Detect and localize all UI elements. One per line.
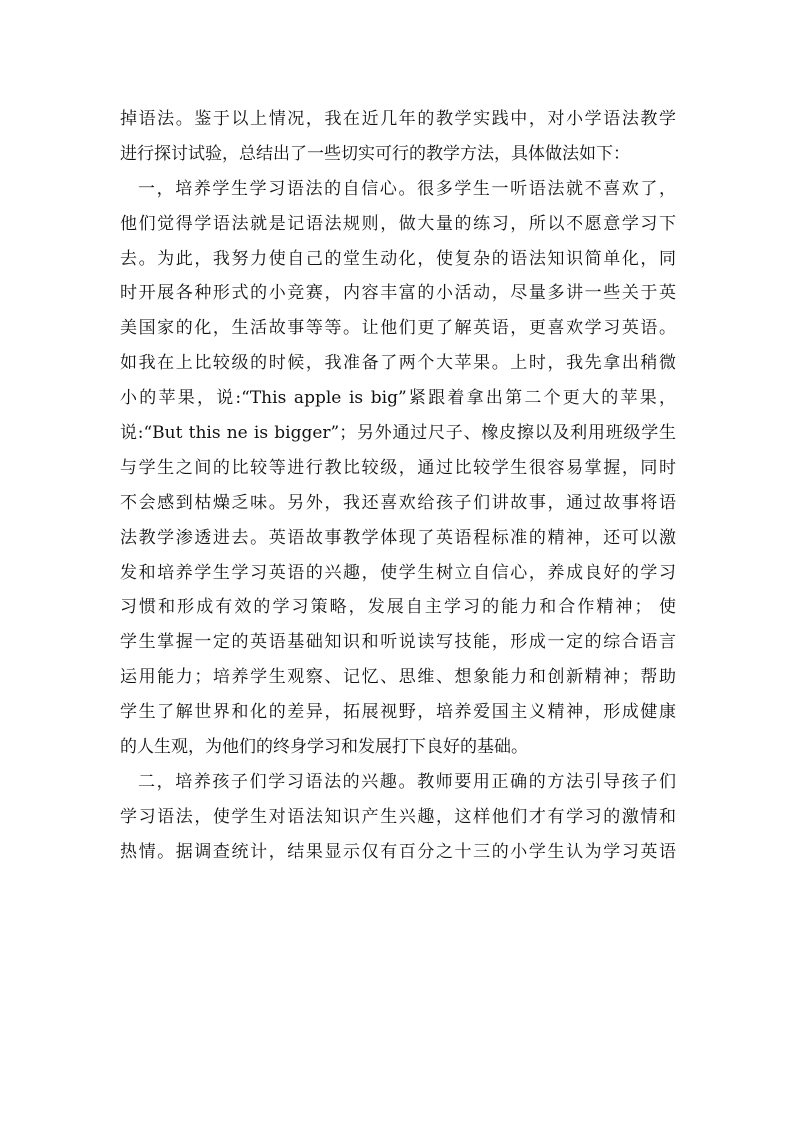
text-line: 掉语法。鉴于以上情况，我在近几年的教学实践中，对小学语法教学 xyxy=(120,109,676,129)
text-line: 学生掌握一定的英语基础知识和听说读写技能，形成一定的综合语言 xyxy=(120,632,676,653)
paragraph-3 xyxy=(120,765,676,870)
text-line: 一，培养学生学习语法的自信心。很多学生一听语法就不喜欢了， xyxy=(138,178,676,199)
text-line: 时开展各种形式的小竞赛，内容丰富的小活动，尽量多讲一些关于英 xyxy=(120,283,676,304)
text-line: 法教学渗透进去。英语故事教学体现了英语程标准的精神，还可以激 xyxy=(120,527,676,548)
text-line: 他们觉得学语法就是记语法规则，做大量的练习，所以不愿意学习下 xyxy=(120,213,676,234)
text-line: 运用能力；培养学生观察、记忆、思维、想象能力和创新精神；帮助 xyxy=(120,667,676,688)
text-line: 去。为此，我努力使自己的堂生动化，使复杂的语法知识简单化，同 xyxy=(120,248,676,269)
text-line: 小的苹果，说:“This apple is big”紧跟着拿出第二个更大的苹果， xyxy=(120,388,676,409)
document-body xyxy=(120,102,676,870)
text-line: 习惯和形成有效的学习策略，发展自主学习的能力和合作精神； 使 xyxy=(120,597,676,618)
text-line: 热情。据调查统计，结果显示仅有百分之十三的小学生认为学习英语 xyxy=(120,841,676,862)
text-line: 进行探讨试验，总结出了一些切实可行的教学方法，具体做法如下： xyxy=(120,143,630,164)
text-line: 说:“But this ne is bigger”；另外通过尺子、橡皮擦以及利用班级学生 xyxy=(120,423,676,444)
text-line: 的人生观，为他们的终身学习和发展打下良好的基础。 xyxy=(120,737,528,758)
text-line: 与学生之间的比较等进行教比较级，通过比较学生很容易掌握，同时 xyxy=(120,457,676,478)
text-line: 学习语法，使学生对语法知识产生兴趣，这样他们才有学习的激情和 xyxy=(120,806,676,827)
text-line: 学生了解世界和化的差异，拓展视野，培养爱国主义精神，形成健康 xyxy=(120,702,676,723)
paragraph-1 xyxy=(120,102,676,172)
text-line: 发和培养学生学习英语的兴趣，使学生树立自信心，养成良好的学习 xyxy=(120,562,676,583)
text-line: 二，培养孩子们学习语法的兴趣。教师要用正确的方法引导孩子们 xyxy=(138,771,676,792)
text-line: 如我在上比较级的时候，我准备了两个大苹果。上时，我先拿出稍微 xyxy=(120,353,676,374)
text-line: 不会感到枯燥乏味。另外，我还喜欢给孩子们讲故事，通过故事将语 xyxy=(120,492,676,513)
paragraph-2 xyxy=(120,172,676,765)
text-line: 美国家的化，生活故事等等。让他们更了解英语，更喜欢学习英语。 xyxy=(120,318,676,339)
